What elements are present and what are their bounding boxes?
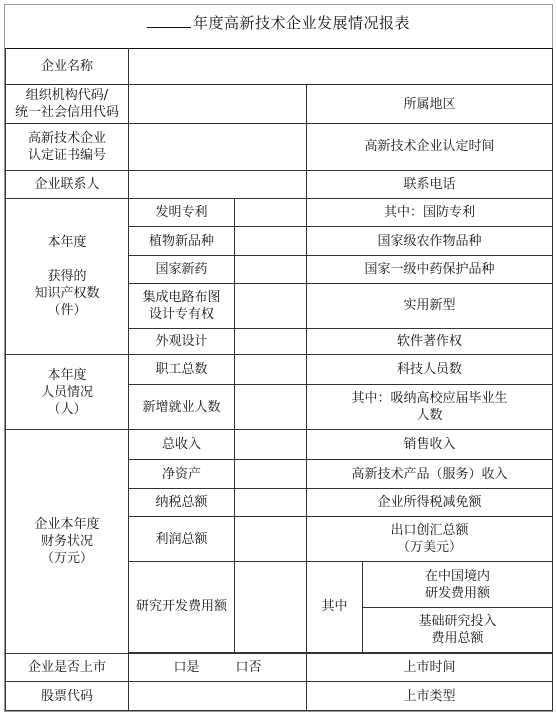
defense-label: 其中：国防专利	[307, 199, 553, 227]
list-type-label: 上市类型	[307, 682, 553, 711]
new-jobs-label: 新增就业人数	[129, 385, 235, 430]
design-label: 外观设计	[129, 328, 235, 354]
export-label: 出口创汇总额 （万美元）	[307, 517, 553, 562]
crop-label: 国家级农作物品种	[307, 227, 553, 255]
contact-field[interactable]	[129, 170, 307, 198]
ic-label: 集成电路布图 设计专有权	[129, 284, 235, 329]
tcm-label: 国家一级中药保护品种	[307, 255, 553, 283]
revenue-field[interactable]	[235, 430, 307, 460]
plant-field[interactable]	[235, 227, 307, 255]
grads-label: 其中：吸纳高校应届毕业生 人数	[307, 385, 553, 430]
listed-label: 企业是否上市	[6, 654, 129, 682]
row-company-name	[6, 49, 553, 85]
design-field[interactable]	[235, 328, 307, 354]
row-contact	[6, 170, 553, 198]
ic-field[interactable]	[235, 284, 307, 329]
profit-field[interactable]	[235, 517, 307, 562]
revenue-label: 总收入	[129, 430, 235, 460]
org-code-field[interactable]	[129, 85, 307, 124]
row-listing	[6, 654, 553, 682]
stock-code-field[interactable]	[129, 682, 307, 711]
row-cert	[6, 124, 553, 171]
row-stock	[6, 682, 553, 711]
invention-field[interactable]	[235, 199, 307, 227]
ht-income-label: 高新技术产品（服务）收入	[307, 460, 553, 488]
net-assets-label: 净资产	[129, 460, 235, 488]
report-title	[0, 12, 557, 33]
utility-label: 实用新型	[307, 284, 553, 329]
tax-label: 纳税总额	[129, 488, 235, 516]
domestic-rnd-label: 在中国境内 研发费用额	[363, 561, 553, 608]
title-text: 年度高新技术企业发展情况报表	[192, 14, 410, 32]
row-staff-1	[6, 355, 553, 385]
plant-label: 植物新品种	[129, 227, 235, 255]
contact-label: 企业联系人	[6, 170, 129, 198]
new-jobs-field[interactable]	[235, 385, 307, 430]
staff-section-label: 本年度 人员情况 （人）	[6, 355, 129, 430]
cert-time-label: 高新技术企业认定时间	[307, 124, 553, 171]
sales-label: 销售收入	[307, 430, 553, 460]
listed-options	[129, 654, 307, 682]
phone-label: 联系电话	[307, 170, 553, 198]
ip-section-label: 本年度 获得的 知识产权数 （件）	[6, 199, 129, 355]
total-staff-field[interactable]	[235, 355, 307, 385]
profit-label: 利润总额	[129, 517, 235, 562]
row-org-code	[6, 85, 553, 124]
report-table	[5, 48, 553, 711]
stock-code-label: 股票代码	[6, 682, 129, 711]
listed-no-checkbox[interactable]: 口否	[235, 660, 262, 676]
rnd-field[interactable]	[235, 561, 307, 652]
org-code-label: 组织机构代码/ 统一社会信用代码	[6, 85, 129, 124]
tax-field[interactable]	[235, 488, 307, 516]
total-staff-label: 职工总数	[129, 355, 235, 385]
row-ip-1	[6, 199, 553, 227]
cert-no-label: 高新技术企业 认定证书编号	[6, 124, 129, 171]
cert-no-field[interactable]	[129, 124, 307, 171]
tech-staff-label: 科技人员数	[307, 355, 553, 385]
company-name-label: 企业名称	[6, 49, 129, 85]
row-fin-1	[6, 430, 553, 460]
list-time-label: 上市时间	[307, 654, 553, 682]
software-label: 软件著作权	[307, 328, 553, 354]
finance-section-label: 企业本年度 财务状况 （万元）	[6, 430, 129, 654]
listed-yes-checkbox[interactable]: 口是	[173, 660, 200, 676]
invention-label: 发明专利	[129, 199, 235, 227]
tax-relief-label: 企业所得税减免额	[307, 488, 553, 516]
rnd-label: 研究开发费用额	[129, 561, 235, 652]
region-label: 所属地区	[307, 85, 553, 124]
net-assets-field[interactable]	[235, 460, 307, 488]
of-which-label: 其中	[307, 561, 363, 652]
basic-research-label: 基础研究投入 费用总额	[363, 608, 553, 653]
drug-field[interactable]	[235, 255, 307, 283]
drug-label: 国家新药	[129, 255, 235, 283]
company-name-field[interactable]	[129, 49, 553, 85]
year-blank[interactable]	[147, 15, 191, 28]
